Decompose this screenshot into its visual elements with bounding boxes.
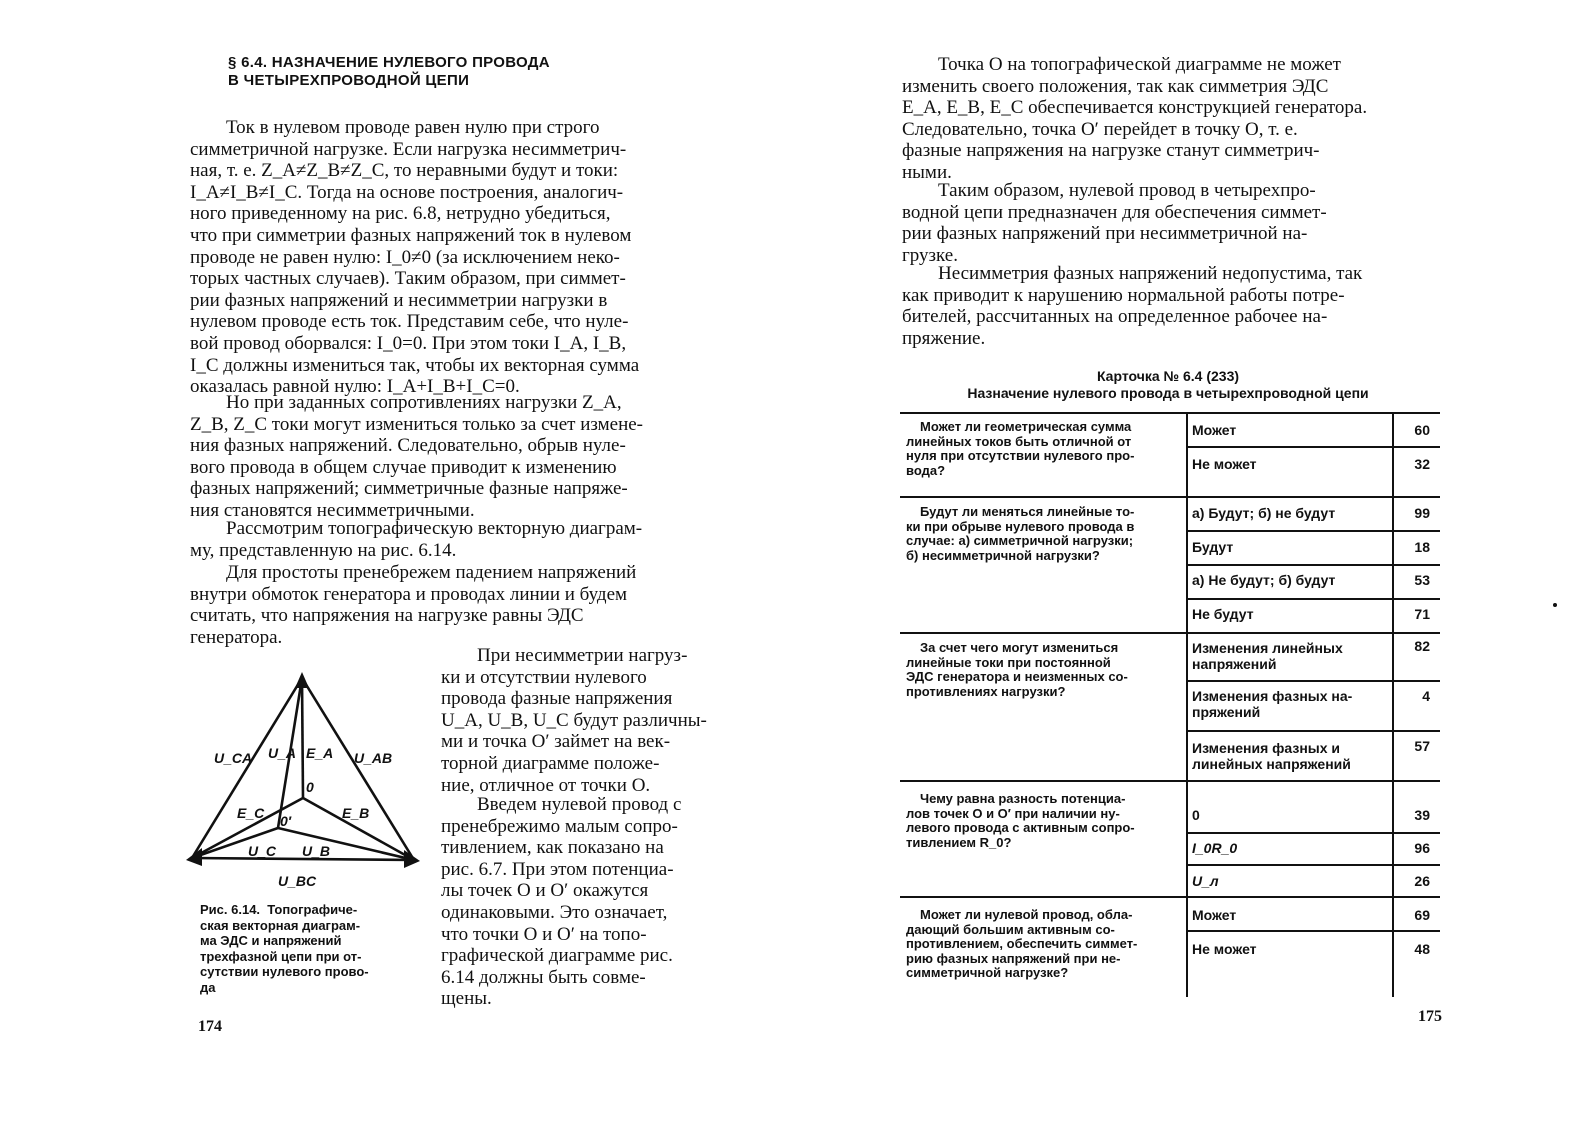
text-line: E_A, E_B, E_C обеспечивается конструкцией генератора. bbox=[902, 97, 1368, 119]
text-line: щены. bbox=[441, 988, 492, 1010]
vector-ea bbox=[302, 678, 303, 798]
answer-text: а) Будут; б) не будут bbox=[1192, 505, 1336, 521]
answer-text: линейных напряжений bbox=[1192, 756, 1351, 772]
answer-divider bbox=[1186, 598, 1440, 600]
question-5 bbox=[906, 908, 1180, 981]
question-line: противлением, обеспечить симмет- bbox=[906, 936, 1138, 952]
answer-option bbox=[1192, 505, 1388, 521]
page-number-left: 174 bbox=[198, 1018, 222, 1035]
text-line: грузке. bbox=[902, 244, 958, 266]
answer-divider bbox=[1186, 446, 1440, 448]
caption-text: Топографиче- bbox=[267, 902, 358, 917]
question-line: дающий большим активным со- bbox=[906, 921, 1115, 937]
text-line: Введем нулевой провод с bbox=[477, 794, 682, 815]
text-line: ки и отсутствии нулевого bbox=[441, 666, 647, 688]
text-line: пряжение. bbox=[902, 327, 986, 349]
row-divider bbox=[900, 412, 1440, 414]
answer-option bbox=[1192, 572, 1388, 588]
card-title: Карточка № 6.4 (233) bbox=[1096, 368, 1240, 384]
text-line: ного приведенному на рис. 6.8, нетрудно убедиться, bbox=[190, 203, 611, 225]
row-divider bbox=[900, 632, 1440, 634]
text-line: Рассмотрим топографическую векторную диаграм- bbox=[226, 518, 643, 539]
answer-text: пряжений bbox=[1192, 704, 1261, 720]
label-ubc: U_BC bbox=[278, 873, 317, 889]
text-line: торной диаграмме положе- bbox=[441, 752, 660, 774]
answer-code: 71 bbox=[1414, 606, 1430, 622]
question-4 bbox=[906, 792, 1180, 850]
answer-code: 26 bbox=[1414, 873, 1430, 889]
answer-code: 53 bbox=[1414, 572, 1430, 588]
caption-line: ма ЭДС и напряжений bbox=[200, 933, 342, 948]
answer-text: Изменения фазных и bbox=[1192, 740, 1341, 756]
answer-divider bbox=[1186, 530, 1440, 532]
answer-divider bbox=[1186, 864, 1440, 866]
answer-code: 96 bbox=[1414, 840, 1430, 856]
label-ea: E_A bbox=[306, 745, 334, 761]
text-line: ная, т. е. Z_A≠Z_B≠Z_C, то неравными будут и токи: bbox=[190, 160, 619, 182]
text-line: фазные напряжения на нагрузке станут симметрич- bbox=[902, 140, 1320, 162]
text-line: Точка O на топографической диаграмме не может bbox=[938, 54, 1341, 75]
arrowhead-top bbox=[295, 672, 309, 688]
question-line: левого провода с активным сопро- bbox=[906, 820, 1135, 836]
answer-code: 69 bbox=[1414, 907, 1430, 923]
caption-line: ская векторная диаграм- bbox=[200, 917, 361, 933]
answer-divider bbox=[1186, 730, 1440, 732]
row-divider bbox=[900, 496, 1440, 498]
arrowhead-right bbox=[404, 850, 420, 868]
text-line: Но при заданных сопротивлениях нагрузки Z_A, bbox=[226, 392, 622, 413]
question-3 bbox=[906, 641, 1180, 699]
question-line: вода? bbox=[906, 462, 946, 478]
text-line: что при симметрии фазных напряжений ток в нулевом bbox=[190, 224, 632, 246]
vector-ub bbox=[278, 828, 414, 860]
page-number-right: 175 bbox=[1418, 1008, 1442, 1025]
text-line: ными. bbox=[902, 161, 952, 183]
triangle-side-uab bbox=[302, 678, 414, 860]
paragraph-break-effect bbox=[190, 392, 727, 522]
arrowhead-left bbox=[186, 848, 202, 866]
question-line: симметричной нагрузке? bbox=[906, 965, 1069, 981]
question-line: линейные токи при постоянной bbox=[906, 654, 1111, 670]
label-oprime: 0′ bbox=[280, 813, 292, 829]
text-line: ние, отличное от точки O. bbox=[441, 774, 651, 796]
right-page bbox=[790, 0, 1583, 1126]
answer-option bbox=[1192, 907, 1388, 923]
text-line: рии фазных напряжений при несимметричной на- bbox=[902, 223, 1308, 245]
section-heading bbox=[228, 54, 648, 90]
question-line: Может ли нулевой провод, обла- bbox=[920, 907, 1133, 922]
text-line: вой провод оборвался: I_0=0. При этом токи I_A, I_B, bbox=[190, 332, 627, 354]
label-ua: U_A bbox=[268, 745, 297, 761]
left-page bbox=[0, 0, 790, 1126]
text-line: Несимметрия фазных напряжений недопустима, так bbox=[938, 263, 1363, 284]
caption-figure-number: Рис. 6.14. bbox=[200, 902, 261, 917]
text-line: Z_B, Z_C токи могут измениться только за счет измене- bbox=[190, 413, 644, 435]
answer-text: Изменения линейных bbox=[1192, 640, 1343, 656]
text-line: Следовательно, точка O′ перейдет в точку O, т. е. bbox=[902, 118, 1298, 140]
answer-divider bbox=[1186, 564, 1440, 566]
paragraph-diagram-intro bbox=[190, 518, 727, 561]
answer-option bbox=[1192, 688, 1388, 720]
column-divider bbox=[1392, 412, 1394, 997]
label-o: 0 bbox=[306, 779, 314, 795]
card-subtitle: Назначение нулевого провода в четырехпроводной цепи bbox=[967, 385, 1369, 401]
question-1 bbox=[906, 420, 1180, 478]
heading-line: В ЧЕТЫРЕХПРОВОДНОЙ ЦЕПИ bbox=[228, 72, 470, 89]
answer-text: Может bbox=[1192, 907, 1237, 923]
answer-code: 82 bbox=[1414, 638, 1430, 654]
answer-text: напряжений bbox=[1192, 656, 1277, 672]
paragraph-purpose bbox=[902, 180, 1434, 266]
answer-option bbox=[1192, 807, 1388, 823]
label-uca: U_CA bbox=[214, 750, 253, 766]
caption-line: трехфазной цепи при от- bbox=[200, 948, 362, 964]
text-line: Таким образом, нулевой провод в четырехпро- bbox=[938, 180, 1316, 201]
question-line: тивлением R_0? bbox=[906, 834, 1012, 850]
text-line: тивлением, как показано на bbox=[441, 837, 664, 859]
answer-code: 32 bbox=[1414, 456, 1430, 472]
text-line: торых частных случаев). Таким образом, при симмет- bbox=[190, 268, 626, 290]
text-line: провода фазные напряжения bbox=[441, 688, 673, 710]
answer-code: 57 bbox=[1414, 738, 1430, 754]
answer-text: Будут bbox=[1192, 539, 1234, 555]
answer-text: Не может bbox=[1192, 941, 1257, 957]
label-ub: U_B bbox=[302, 843, 331, 859]
question-line: б) несимметричной нагрузки? bbox=[906, 547, 1100, 563]
label-eb: E_B bbox=[342, 805, 370, 821]
answer-option bbox=[1192, 840, 1388, 856]
text-line: что точки O и O′ на топо- bbox=[441, 923, 647, 945]
answer-divider bbox=[1186, 680, 1440, 682]
scan-speck bbox=[1553, 603, 1557, 607]
question-line: противлениях нагрузки? bbox=[906, 683, 1066, 699]
label-ec: E_C bbox=[237, 805, 265, 821]
question-line: Чему равна разность потенциа- bbox=[920, 791, 1126, 806]
text-line: I_A≠I_B≠I_C. Тогда на основе построения, аналогич- bbox=[190, 181, 624, 203]
question-line: рию фазных напряжений при не- bbox=[906, 950, 1121, 966]
answer-code: 4 bbox=[1422, 688, 1430, 704]
question-line: случае: а) симметричной нагрузки; bbox=[906, 533, 1134, 549]
card-title-block bbox=[902, 368, 1434, 402]
text-line: ния фазных напряжений. Следовательно, обрыв нуле- bbox=[190, 435, 626, 457]
answer-text: Может bbox=[1192, 422, 1237, 438]
text-line: изменить своего положения, так как симметрия ЭДС bbox=[902, 75, 1329, 97]
answer-text: U_л bbox=[1192, 873, 1219, 889]
text-line: фазных напряжений; симметричные фазные напряже- bbox=[190, 478, 628, 500]
text-line: При несимметрии нагруз- bbox=[477, 645, 688, 666]
figure-caption bbox=[200, 902, 412, 995]
answer-text: Не может bbox=[1192, 456, 1257, 472]
text-line: нулевом проводе есть ток. Представим себе, что нуле- bbox=[190, 311, 629, 333]
answer-text: Не будут bbox=[1192, 606, 1254, 622]
answer-option bbox=[1192, 456, 1388, 472]
text-line: I_C должны измениться так, чтобы их векторная сумма bbox=[190, 354, 640, 376]
answer-option bbox=[1192, 740, 1388, 772]
answer-text: 0 bbox=[1192, 807, 1200, 823]
text-line: водной цепи предназначен для обеспечения симмет- bbox=[902, 201, 1327, 223]
label-uab: U_AB bbox=[354, 750, 393, 766]
paragraph-simplification bbox=[190, 562, 727, 648]
text-line: ния становятся несимметричными. bbox=[190, 499, 475, 521]
text-line: внутри обмоток генератора и проводах линии и будем bbox=[190, 583, 628, 605]
caption-line bbox=[200, 902, 412, 918]
question-line: Будут ли меняться линейные то- bbox=[920, 504, 1135, 519]
text-line: рис. 6.7. При этом потенциа- bbox=[441, 858, 674, 880]
text-line: лы точек O и O′ окажутся bbox=[441, 880, 649, 902]
answer-option bbox=[1192, 422, 1388, 438]
answer-text: а) Не будут; б) будут bbox=[1192, 572, 1336, 588]
question-line: линейных токов быть отличной от bbox=[906, 433, 1132, 449]
answer-option bbox=[1192, 941, 1388, 957]
answer-code: 48 bbox=[1414, 941, 1430, 957]
row-divider bbox=[900, 780, 1440, 782]
answer-code: 99 bbox=[1414, 505, 1430, 521]
text-line: му, представленную на рис. 6.14. bbox=[190, 539, 457, 561]
answer-code: 18 bbox=[1414, 539, 1430, 555]
text-line: симметричной нагрузке. Если нагрузка несимметрич- bbox=[190, 138, 627, 160]
text-line: проводе не равен нулю: I_0≠0 (за исключением неко- bbox=[190, 246, 620, 268]
text-line: графической диаграмме рис. bbox=[441, 945, 673, 967]
question-2 bbox=[906, 505, 1180, 563]
column-divider bbox=[1186, 412, 1188, 997]
text-line: U_A, U_B, U_C будут различны- bbox=[441, 709, 707, 731]
question-line: За счет чего могут измениться bbox=[920, 640, 1119, 655]
question-line: ЭДС генератора и неизменных со- bbox=[906, 669, 1128, 685]
text-line: пренебрежимо малым сопро- bbox=[441, 815, 678, 837]
answer-divider bbox=[1186, 930, 1440, 932]
answer-option bbox=[1192, 873, 1388, 889]
quiz-card-table bbox=[900, 412, 1440, 997]
answer-option bbox=[1192, 640, 1388, 672]
answer-option bbox=[1192, 606, 1388, 622]
question-line: Может ли геометрическая сумма bbox=[920, 419, 1132, 434]
paragraph-unacceptable bbox=[902, 263, 1434, 349]
paragraph-point-o bbox=[902, 54, 1434, 184]
row-divider bbox=[900, 896, 1440, 898]
caption-line: да bbox=[200, 979, 216, 995]
caption-line: сутствии нулевого прово- bbox=[200, 964, 369, 979]
paragraph-zero-wire-intro bbox=[441, 794, 727, 1010]
question-line: ки при обрыве нулевого провода в bbox=[906, 518, 1135, 534]
paragraph-zero-wire-current bbox=[190, 117, 727, 398]
text-line: 6.14 должны быть совме- bbox=[441, 966, 646, 988]
text-line: рии фазных напряжений и несимметрии нагрузки в bbox=[190, 289, 608, 311]
answer-code: 39 bbox=[1414, 807, 1430, 823]
text-line: вого провода в общем случае приводит к изменению bbox=[190, 456, 617, 478]
text-line: считать, что напряжения на нагрузке равны ЭДС bbox=[190, 605, 584, 627]
answer-code: 60 bbox=[1414, 422, 1430, 438]
heading-line: § 6.4. НАЗНАЧЕНИЕ НУЛЕВОГО ПРОВОДА bbox=[228, 54, 550, 71]
text-line: как приводит к нарушению нормальной работы потре- bbox=[902, 284, 1345, 306]
answer-text: I_0R_0 bbox=[1192, 840, 1238, 856]
paragraph-asymmetry bbox=[441, 645, 727, 796]
label-uc: U_C bbox=[248, 843, 277, 859]
text-line: ми и точка O′ займет на век- bbox=[441, 731, 671, 753]
text-line: генератора. bbox=[190, 626, 283, 648]
answer-divider bbox=[1186, 832, 1440, 834]
text-line: оказалась равной нулю: I_A+I_B+I_C=0. bbox=[190, 376, 520, 398]
answer-option bbox=[1192, 539, 1388, 555]
text-line: бителей, рассчитанных на определенное рабочее на- bbox=[902, 306, 1328, 328]
answer-text: Изменения фазных на- bbox=[1192, 688, 1353, 704]
text-line: одинаковыми. Это означает, bbox=[441, 901, 668, 923]
question-line: лов точек O и O′ при наличии ну- bbox=[906, 805, 1120, 821]
vector-diagram-figure bbox=[182, 668, 422, 898]
question-line: нуля при отсутствии нулевого про- bbox=[906, 448, 1135, 464]
text-line: Для простоты пренебрежем падением напряжений bbox=[226, 562, 637, 583]
text-line: Ток в нулевом проводе равен нулю при строго bbox=[226, 117, 600, 138]
